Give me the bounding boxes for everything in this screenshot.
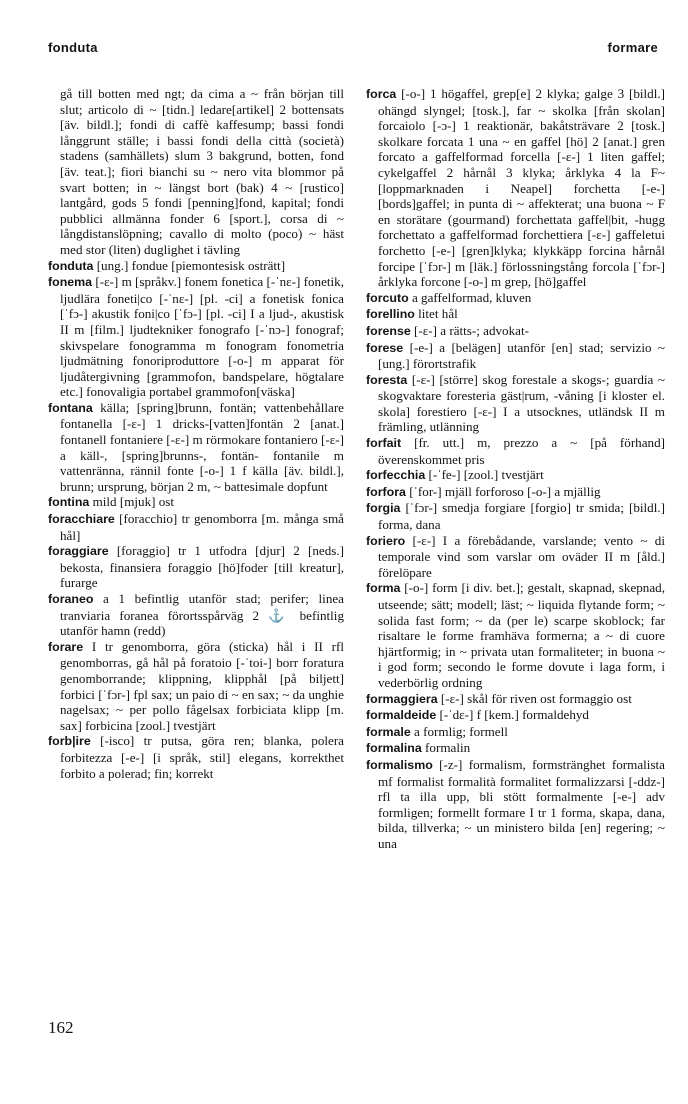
entry-headword: forgia [366, 501, 401, 516]
entry-headword: fontana [48, 400, 93, 415]
entry-headword: formalina [366, 741, 422, 756]
entry-definition: a gaffelformad, kluven [408, 289, 532, 305]
entry-headword: foresta [366, 372, 408, 387]
entry-definition: [ˈfor-] mjäll forforoso [-o-] a mjällig [405, 483, 601, 499]
dictionary-entry [48, 494, 344, 511]
entry-headword: forese [366, 340, 404, 355]
entry-definition: [-o-] 1 högaffel, grep[e] 2 klyka; galge 3 [bildl.] ohängd slyngel; [tosk.], far ~ skolka [från skolan] forcaiolo [-ɔ-] 1 reaktionär, bakåtsträvare 2 [tosk.] skolkare forcata 1 una ~ en gaffel [hö] 2 [anat.] gren forcato a gaffelformad forcella [-ɛ-] 1 liten gaffel; cykelgaffel 2 hårnål 3 klyka; årklyka 4 la F~ [loppmarknaden i Neapel] forchetta [-e-] [bords]gaffel; in punta di ~ affekterat; una buona ~ F en storätare (gourmand) forchettata gaffel|bit, -hugg forchettato a gaffelformad forchettiera [-ɛ-] gaffeletui forchetto [-e-] [gren]klyka; klykkäpp forcina hårnål forcipe [ˈfɔr-] m [läk.] förlossningstång forcola [ˈfɔr-] årklyka forcone [-o-] m grep, [hö]gaffel [378, 86, 665, 290]
entry-headword: forfora [366, 484, 406, 499]
right-column [366, 86, 665, 852]
dictionary-entry [366, 435, 665, 467]
dictionary-entry [48, 86, 344, 258]
entry-definition: källa; [spring]brunn, fontän; vattenbehållare fontanella [-ɛ-] 1 dricks-[vatten]fontän 2 [anat.] fontanell fontaniere [-ɛ-] m rörmokare fontaniero [-ɛ-] a käll-, [spring]brunns-, fontän- fontanile m vattenränna, rännil fonte [-o-] 1 f källa [äv. bildl.], brunn; ursprung, början 2 m, ~ battesimale dopfunt [60, 399, 344, 494]
entry-headword: formaggiera [366, 691, 438, 706]
entry-definition: [fr. utt.] m, prezzo a ~ [på förhand] överenskommet pris [378, 435, 665, 467]
dictionary-entry [48, 591, 344, 639]
running-head-right: formare [607, 40, 658, 55]
entry-definition: [-ɛ-] [större] skog forestale a skogs-; guardia ~ skogvaktare foresteria gäst|rum, -våning [i kloster el. skola] forestiero [-ɛ-] I a utsocknes, utländsk II m främling, utlänning [378, 371, 665, 435]
dictionary-entry [366, 707, 665, 724]
entry-definition: [-isco] tr putsa, göra ren; blanka, polera forbitezza [-e-] [i språk, stil] elegans, korrekthet forbito a polerad; fin; korrekt [60, 733, 344, 781]
entry-headword: forcuto [366, 290, 409, 305]
entry-headword: foracchiare [48, 512, 115, 527]
dictionary-entry [48, 400, 344, 495]
entry-definition: [-ɛ-] a rätts-; advokat- [410, 322, 529, 338]
entry-definition: [ˈfɔr-] smedja forgiare [forgio] tr smida; [bildl.] forma, dana [378, 500, 665, 533]
dictionary-entry [366, 372, 665, 435]
entry-definition: [-o-] form [i div. bet.]; gestalt, skapnad, skepnad, utseende; sätt; modell; läst; ~ liquida flytande form; ~ solida fast form; ~ da (per le) scarpe skoblock; far risaltare le forme framhäva formerna; a ~ di cuore hjärtformig; in ~ privata utan formaliteter; in buona ~ i god form; secondo le forme dovute i laga form, i vederbörlig ordning [378, 580, 665, 690]
entry-headword: fonduta [48, 258, 94, 273]
dictionary-entry [366, 86, 665, 290]
entry-headword: formalismo [366, 757, 433, 772]
entry-definition: [-ɛ-] m [språkv.] fonem fonetica [-ˈnɛ-] fonetik, ljudlära foneti|co [-ˈnɛ-] [pl. -ci] a fonetisk fonica [ˈfɔ-] akustik foni|co [ˈfɔ-] [pl. -ci] I a ljud-, akustisk II m [film.] ljudtekniker fonografo [-ˈnɔ-] fonograf; skivspelare fonogramma m fonogram fonometria ljudmätning fonoriproduttore [-o-] m apparat för ljudåtergivning [grammofon, bandspelare, högtalare etc.] fonovaligia portabel grammofon[väska] [60, 274, 344, 400]
left-column [48, 86, 344, 781]
entry-definition: [-ˈfe-] [zool.] tvestjärt [425, 467, 544, 483]
entry-headword: foraggiare [48, 544, 109, 559]
running-head-left: fonduta [48, 40, 98, 55]
entry-headword: forare [48, 639, 84, 654]
dictionary-entry [366, 306, 665, 323]
dictionary-entry [366, 484, 665, 501]
entry-definition: I tr genomborra, göra (sticka) hål i II rfl genomborras, gå hål på foratoio [-ˈtoi-] borr foratura genomborrande; klippning, klipphål [på biljett] forbici [ˈfɔr-] fpl sax; un paio di ~ en sax; ~ da unghie nagelsax; ~ per pollo fågelsax forbiciata klipp [m. sax] forbicina [zool.] tvestjärt [60, 638, 344, 733]
dictionary-entry [366, 757, 665, 852]
entry-definition: [-ɛ-] skål för riven ost formaggio ost [437, 690, 632, 706]
dictionary-entry [48, 543, 344, 591]
entry-headword: foriero [366, 533, 406, 548]
entry-definition: [ung.] fondue [piemontesisk osträtt] [93, 257, 286, 273]
entry-definition: [-z-] formalism, formstränghet formalista mf formalist formalità formalitet formalizzarsi [-ddz-] rfl ta illa upp, bli stött formalmente [-e-] adv formligen; formellt formare I tr 1 forma, skapa, dana, bilda, tillverka; ~ un ministero bilda [en] regering; ~ una [378, 756, 665, 851]
entry-headword: forfait [366, 436, 402, 451]
entry-headword: foraneo [48, 592, 94, 606]
entry-definition: [foraggio] tr 1 utfodra [djur] 2 [neds.] bekosta, finansiera foraggio [hö]foder [till kreatur], furarge [60, 543, 344, 591]
entry-headword: fonema [48, 275, 93, 290]
dictionary-entry [366, 290, 665, 307]
dictionary-entry [366, 467, 665, 484]
dictionary-entry [366, 533, 665, 581]
entry-definition: formalin [421, 740, 471, 756]
entry-definition: [foracchio] tr genomborra [m. många små hål] [60, 511, 344, 543]
dictionary-entry [48, 511, 344, 543]
entry-definition: [-ˈdɛ-] f [kem.] formaldehyd [436, 707, 589, 723]
entry-definition: litet hål [414, 306, 458, 322]
dictionary-entry [366, 724, 665, 741]
entry-definition: [-e-] a [belägen] utanför [en] stad; servizio ~ [ung.] förortstrafik [378, 339, 665, 372]
entry-headword: forfecchia [366, 468, 426, 483]
entry-headword: forellino [366, 307, 415, 322]
entry-headword: forma [366, 581, 401, 596]
entry-definition: [-ɛ-] I a förebådande, varslande; vento ~ di temporale vind som varslar om oväder II m [åld.] förelöpare [378, 532, 665, 580]
entry-headword: forca [366, 87, 397, 101]
entry-definition: a formlig; formell [410, 723, 508, 739]
dictionary-entry [366, 340, 665, 372]
entry-headword: fontina [48, 495, 90, 510]
entry-definition: a 1 befintlig utanför stad; perifer; linea tranviaria foranea förortsspårväg 2 ⚓ befintlig utanför hamn (redd) [60, 591, 344, 639]
entry-headword: formale [366, 724, 411, 739]
dictionary-entry [48, 639, 344, 734]
page-number: 162 [48, 1018, 74, 1037]
dictionary-entry [366, 691, 665, 708]
dictionary-entry [48, 274, 344, 400]
entry-headword: forb|ire [48, 734, 91, 749]
entry-headword: formaldeide [366, 708, 437, 723]
entry-definition: mild [mjuk] ost [89, 494, 175, 510]
entry-headword: forense [366, 323, 411, 338]
dictionary-entry [48, 733, 344, 781]
dictionary-entry [366, 323, 665, 340]
dictionary-entry [366, 500, 665, 532]
entry-definition: gå till botten med ngt; da cima a ~ från början till slut; articolo di ~ [tidn.] ledare[artikel] 2 bottensats [äv. bildl.]; fondi di caffè kaffesump; bassi fondi långgrunt ställe; i bassi fondi della città (società) stadens (samhällets) slum 3 bakgrund, botten, fond [äv. teat.]; fiori bianchi su ~ nero vita blommor på svart botten; in ~ längst bort (bak) 4 ~ [rustico] lantgård, gods 5 fondi [penning]fond, kapital; fondi pubblici allmänna fonder 6 [sport.], corsa di ~ långdistanslöpning; cavallo di molto (poco) ~ häst med stor (liten) duglighet i tävling [60, 86, 344, 257]
dictionary-entry [366, 740, 665, 757]
dictionary-entry [48, 258, 344, 275]
dictionary-entry [366, 580, 665, 690]
